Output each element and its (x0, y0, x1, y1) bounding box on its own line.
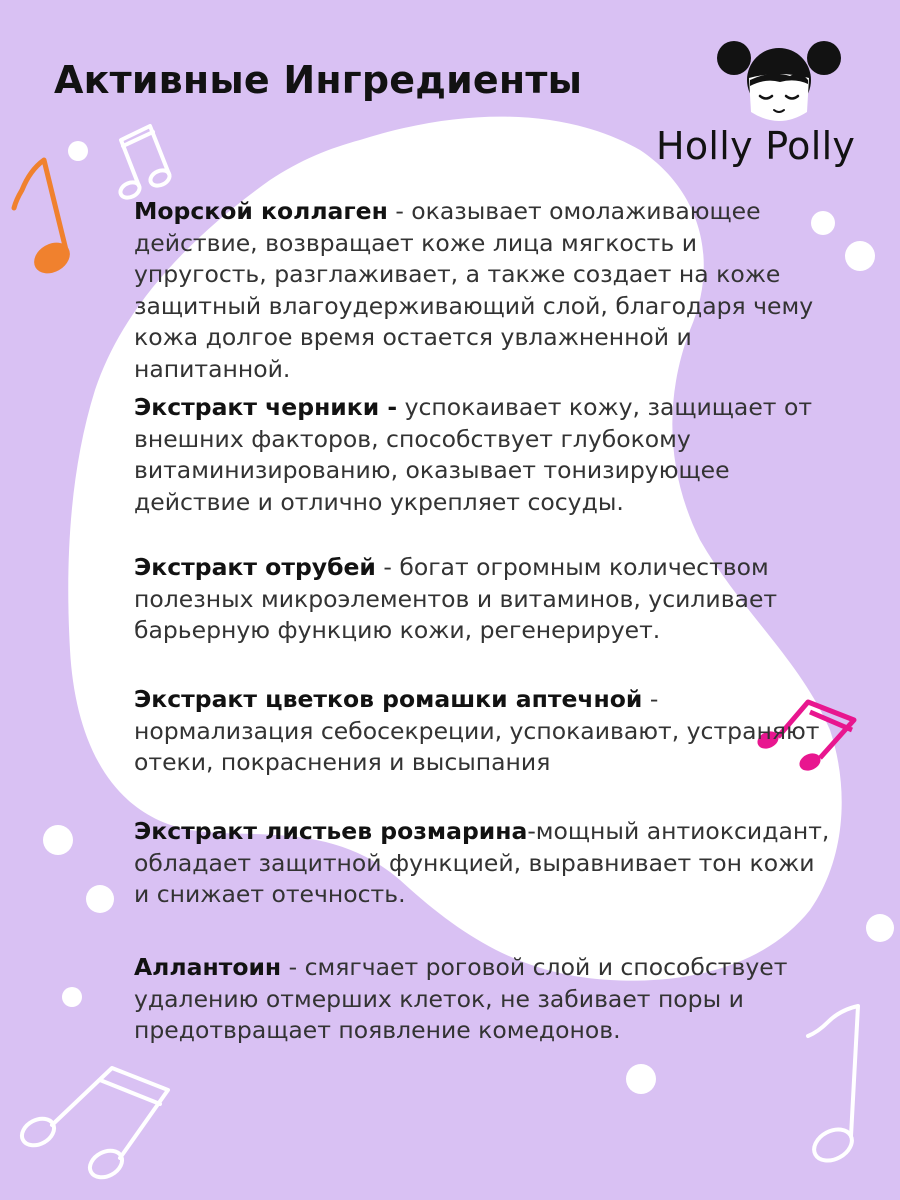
ingredient-description: - оказывает омолаживающее действие, возвращает коже лица мягкость и упругость, разглаживает, а также создает на коже защитный влагоудерживающий слой, благодаря чему кожа долгое время остается увлажненной и напитанной. (134, 197, 814, 383)
ingredient-name: Экстракт черники - (134, 393, 398, 421)
ingredient-description: -мощный антиоксидант, обладает защитной функцией, выравнивает тон кожи и снижает отечность. (134, 817, 830, 908)
ingredient-name: Экстракт цветков ромашки аптечной (134, 685, 643, 713)
ingredient-item (134, 684, 834, 779)
page-title: Активные Ингредиенты (54, 58, 583, 102)
ingredient-name: Экстракт отрубей (134, 553, 376, 581)
ingredient-description: успокаивает кожу, защищает от внешних факторов, способствует глубокому витаминизированию, оказывает тонизирующее действие и отлично укрепляет сосуды. (134, 393, 813, 516)
ingredient-item (134, 196, 834, 385)
ingredient-item (134, 392, 834, 518)
ingredient-item (134, 816, 834, 911)
brand-name: Holly Polly (656, 124, 856, 168)
ingredient-item (134, 552, 834, 647)
ingredient-name: Экстракт листьев розмарина (134, 817, 528, 845)
ingredient-item (134, 952, 834, 1047)
ingredient-description: - смягчает роговой слой и способствует удалению отмерших клеток, не забивает поры и предотвращает появление комедонов. (134, 953, 788, 1044)
ingredient-description: - богат огромным количеством полезных микроэлементов и витаминов, усиливает барьерную функцию кожи, регенерирует. (134, 553, 778, 644)
ingredient-name: Аллантоин (134, 953, 282, 981)
ingredient-description: - нормализация себосекреции, успокаивают, устраняют отеки, покраснения и высыпания (134, 685, 820, 776)
ingredient-name: Морской коллаген (134, 197, 388, 225)
